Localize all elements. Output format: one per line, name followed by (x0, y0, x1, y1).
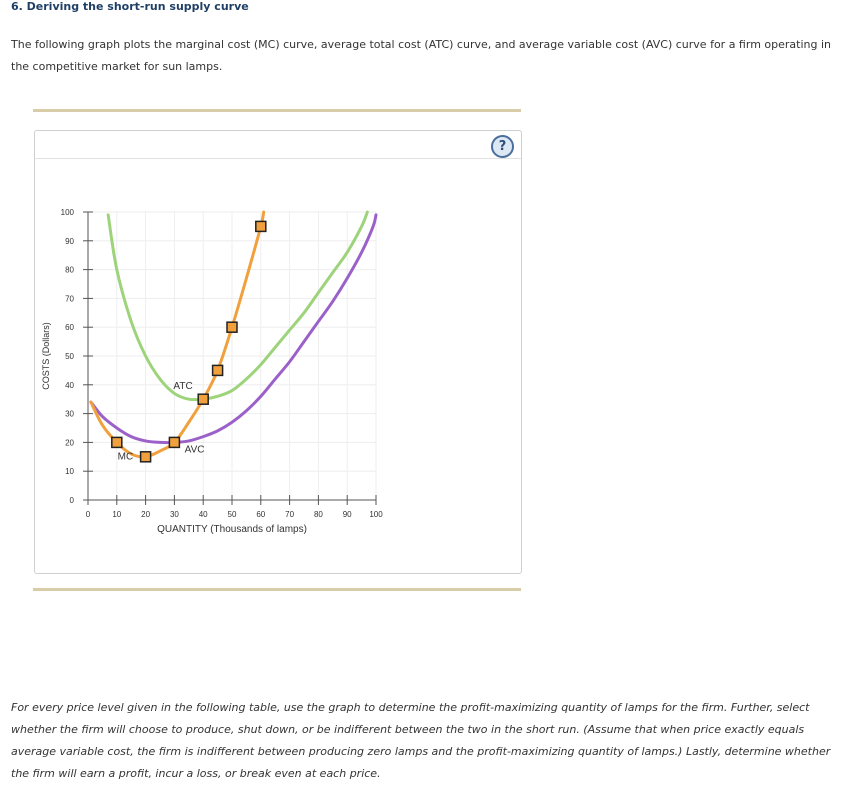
x-tick-label: 100 (369, 510, 383, 519)
y-tick-label: 10 (65, 467, 74, 477)
intro-text: The following graph plots the marginal cost (MC) curve, average total cost (ATC) curve, and average variable cost (AVC) curve for a firm operating in the competitive market for sun lamps. (11, 38, 831, 73)
y-tick-label: 0 (69, 496, 74, 505)
x-tick-label: 40 (198, 510, 208, 519)
y-tick-label: 90 (65, 236, 74, 246)
x-tick-label: 50 (227, 510, 237, 519)
mc-curve-label: MC (117, 451, 134, 463)
mc-point-marker[interactable] (112, 437, 122, 447)
mc-point-marker[interactable] (169, 437, 179, 447)
x-tick-label: 70 (285, 510, 295, 519)
x-tick-label: 90 (342, 510, 352, 519)
y-tick-label: 50 (65, 352, 74, 361)
y-tick-label: 40 (65, 380, 74, 390)
y-tick-label: 70 (65, 294, 74, 304)
y-tick-label: 100 (60, 208, 74, 217)
y-tick-label: 60 (65, 323, 74, 333)
mc-point-marker[interactable] (256, 221, 266, 231)
x-tick-label: 80 (313, 510, 323, 519)
markers (112, 221, 266, 461)
atc-curve-label: ATC (173, 381, 193, 393)
y-axis-title: COSTS (Dollars) (41, 322, 51, 390)
mc-point-marker[interactable] (198, 394, 208, 404)
x-tick-label: 60 (256, 510, 266, 519)
avc-curve-label: AVC (184, 444, 205, 456)
series (91, 212, 376, 457)
help-icon[interactable]: ? (491, 135, 514, 158)
x-tick-label: 10 (112, 510, 122, 519)
x-axis-title: QUANTITY (Thousands of lamps) (157, 524, 307, 535)
question-heading: 6. Deriving the short-run supply curve (11, 0, 249, 13)
x-tick-label: 30 (169, 510, 179, 519)
y-tick-label: 80 (65, 265, 74, 275)
y-tick-label: 30 (65, 409, 74, 419)
y-tick-label: 20 (65, 438, 74, 448)
mc-point-marker[interactable] (141, 452, 151, 462)
x-tick-label: 0 (85, 510, 91, 519)
instructions-text: For every price level given in the following table, use the graph to determine the profit-maximizing quantity of lamps for the firm. Further, select whether the firm will choose to produce, shut down, or be indifferent between the two in the short run. (Assume that when price exactly equals average variable cost, the firm is indifferent between producing zero lamps and the profit-maximizing quantity of lamps.) Lastly, determine whether the firm will earn a profit, incur a loss, or break even at each price. (11, 701, 831, 780)
mc-point-marker[interactable] (213, 365, 223, 375)
x-tick-label: 20 (141, 510, 151, 519)
mc-point-marker[interactable] (227, 322, 237, 332)
bottom-divider (33, 588, 521, 591)
